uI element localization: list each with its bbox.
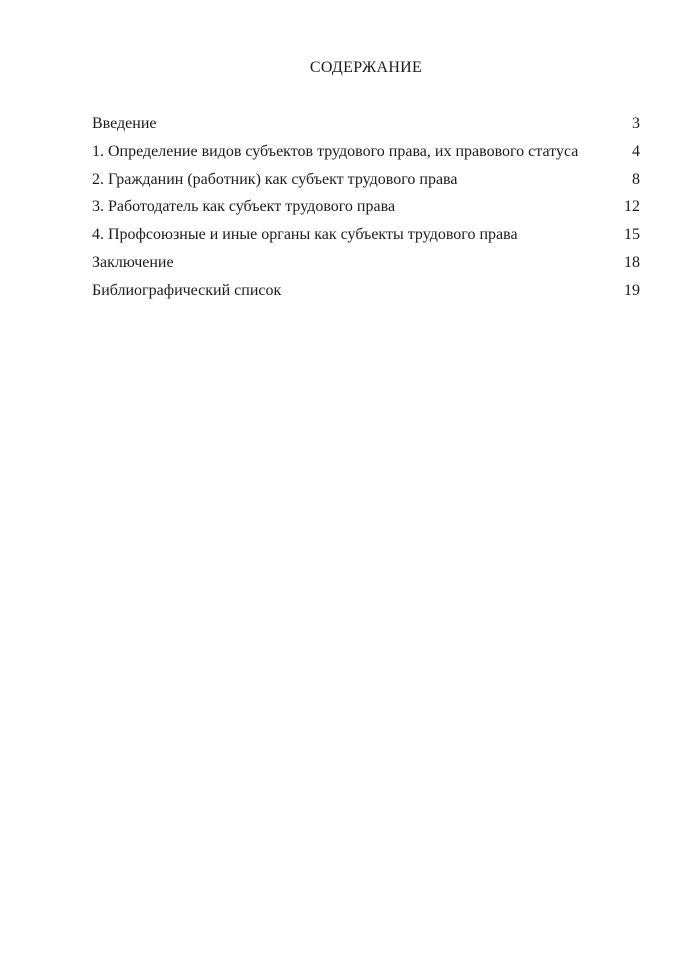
toc-entry-page: 4: [632, 142, 640, 160]
table-of-contents: [0, 110, 675, 305]
toc-row: [92, 110, 640, 138]
toc-row: [92, 249, 640, 277]
toc-entry-page: 12: [624, 198, 640, 216]
toc-row: [92, 166, 640, 194]
page-title: СОДЕРЖАНИЕ: [309, 59, 423, 76]
toc-entry-page: 3: [632, 115, 640, 132]
toc-entry-label: Введение: [92, 115, 157, 132]
toc-entry-page: 19: [624, 281, 640, 299]
toc-row: [92, 221, 640, 249]
toc-entry-label: Заключение: [92, 253, 174, 271]
toc-entry-page: 8: [632, 170, 640, 188]
toc-entry-label: 4. Профсоюзные и иные органы как субъекты трудового права: [92, 226, 518, 244]
toc-entry-label: Библиографический список: [92, 281, 282, 299]
toc-row: [92, 193, 640, 221]
toc-row: [92, 277, 640, 305]
toc-entry-page: 18: [624, 253, 640, 271]
toc-row: [92, 138, 640, 166]
toc-entry-page: 15: [624, 226, 640, 244]
toc-entry-label: 1. Определение видов субъектов трудового права, их правового статуса: [92, 142, 579, 160]
toc-entry-label: 3. Работодатель как субъект трудового права: [92, 198, 396, 216]
toc-entry-label: 2. Гражданин (работник) как субъект трудового права: [92, 170, 458, 188]
